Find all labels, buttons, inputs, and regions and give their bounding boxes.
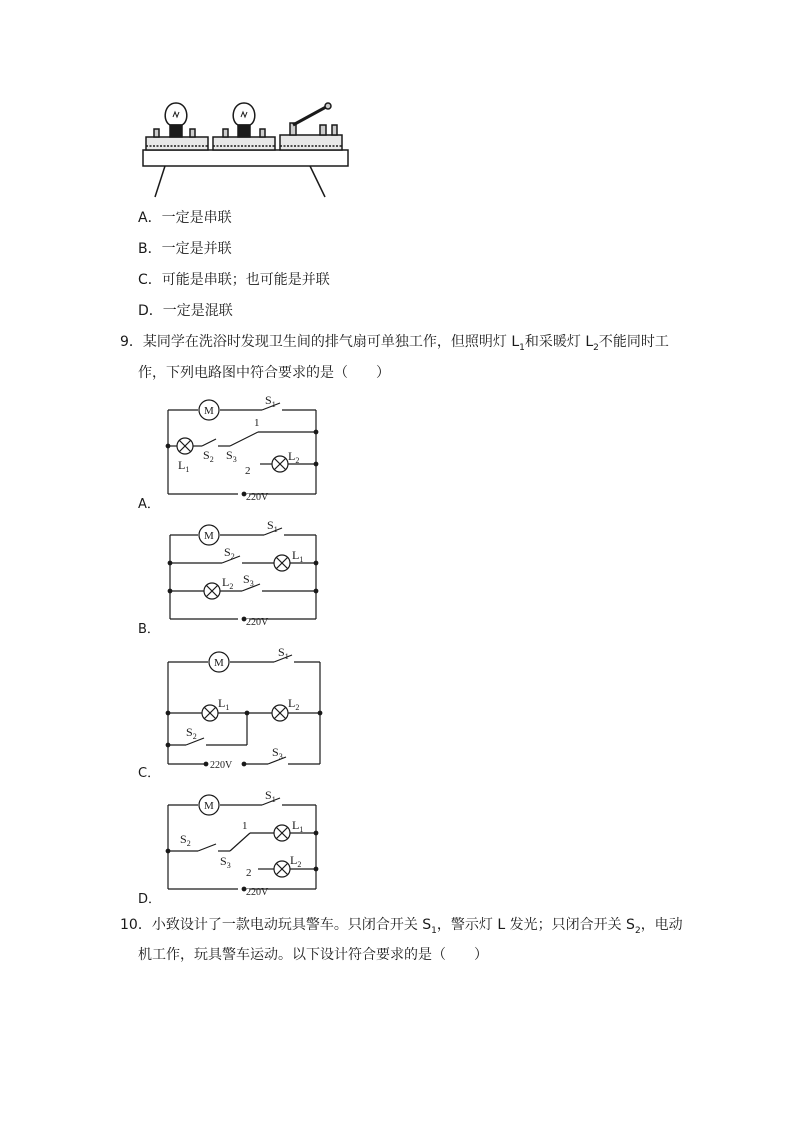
svg-text:S2: $S_2$	[186, 725, 197, 741]
q8-option-a: A．一定是串联	[138, 210, 232, 226]
svg-text:L1: $L_1$	[218, 696, 230, 712]
svg-text:S2: $S_2$	[224, 545, 235, 561]
svg-text:2: 2	[246, 867, 252, 879]
svg-text:S1: $S_1$	[267, 518, 278, 534]
svg-text:L1: $L_1$	[292, 548, 304, 564]
circuit-c	[150, 640, 340, 775]
svg-text:S3: $S_3$	[226, 448, 237, 464]
svg-text:S1: $S_1$	[278, 645, 289, 661]
svg-text:M: M	[204, 800, 214, 812]
svg-text:1: 1	[242, 820, 248, 832]
svg-text:S2: $S_2$	[180, 832, 191, 848]
circuit-a	[150, 390, 330, 505]
q9-stem: 9．某同学在洗浴时发现卫生间的排气扇可单独工作，但照明灯 $L_1$和采暖灯 $L_2$不能同时工	[120, 334, 669, 353]
q9-stem-line2: 作，下列电路图中符合要求的是（ ）	[138, 365, 390, 381]
bulbs-switch-figure	[140, 95, 360, 200]
q8-option-c: C．可能是串联；也可能是并联	[138, 272, 330, 288]
svg-text:S3: $S_3$	[272, 745, 283, 761]
q9-option-b-label: B．	[138, 622, 160, 637]
svg-text:L2: $L_2$	[222, 575, 234, 591]
q9-option-d-label: D．	[138, 892, 162, 907]
svg-text:S3: $S_3$	[220, 854, 231, 870]
circuit-d	[150, 785, 330, 900]
q9-option-a-label: A．	[138, 497, 160, 512]
circuit-b	[150, 515, 330, 630]
svg-text:220V: 220V	[246, 887, 269, 898]
motor-label: M	[204, 405, 214, 417]
svg-text:L2: $L_2$	[290, 853, 302, 869]
svg-text:220V: 220V	[246, 492, 269, 503]
svg-text:S2: $S_2$	[203, 448, 214, 464]
svg-text:L1: $L_1$	[178, 458, 190, 474]
q9-option-c-label: C．	[138, 766, 161, 781]
svg-text:S3: $S_3$	[243, 572, 254, 588]
svg-text:220V: 220V	[246, 617, 269, 628]
svg-text:S1: $S_1$	[265, 393, 276, 409]
svg-text:2: 2	[245, 465, 251, 477]
q10-stem: 10．小致设计了一款电动玩具警车。只闭合开关 $S_1$，警示灯 L 发光；只闭合开关 $S_2$，电动	[120, 917, 683, 936]
svg-text:L2: $L_2$	[288, 449, 300, 465]
svg-text:M: M	[214, 657, 224, 669]
svg-text:1: 1	[254, 417, 260, 429]
q10-stem-line2: 机工作，玩具警车运动。以下设计符合要求的是（ ）	[138, 947, 488, 963]
svg-text:L2: $L_2$	[288, 696, 300, 712]
q8-option-d: D．一定是混联	[138, 303, 233, 319]
svg-text:L1: $L_1$	[292, 818, 304, 834]
svg-text:M: M	[204, 530, 214, 542]
svg-text:S1: $S_1$	[265, 788, 276, 804]
svg-text:220V: 220V	[210, 760, 233, 771]
q8-option-b: B．一定是并联	[138, 241, 232, 257]
